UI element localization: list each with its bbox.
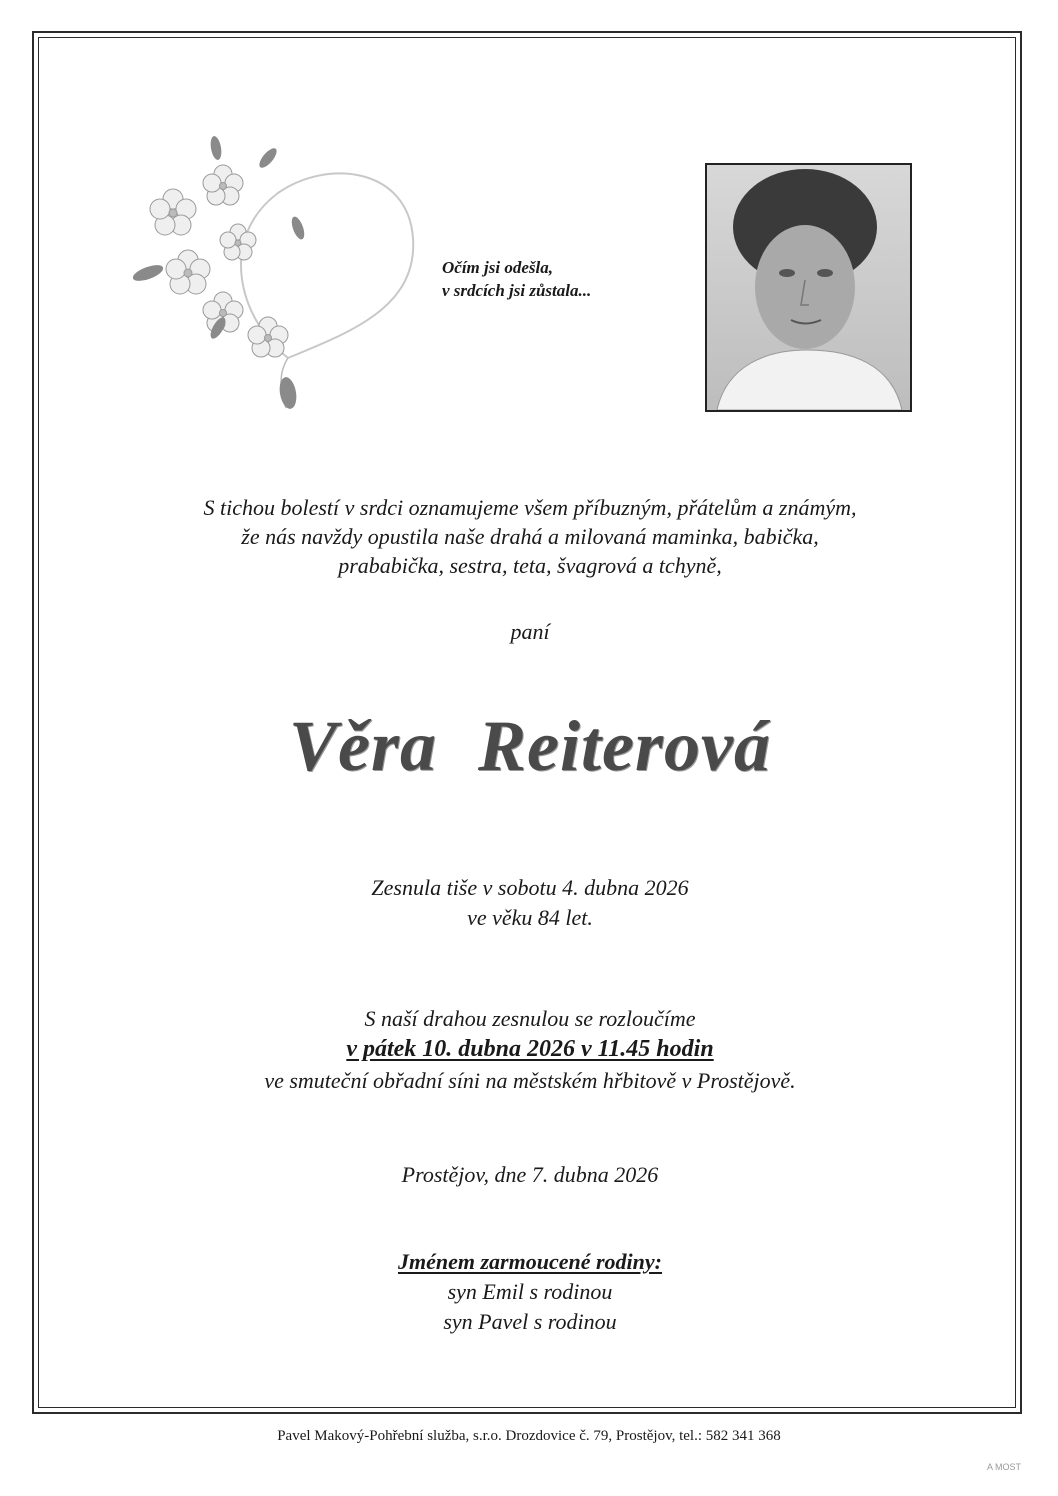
place-date: Prostějov, dne 7. dubna 2026 (401, 1162, 659, 1187)
ceremony-location: ve smuteční obřadní síni na městském hřbitově v Prostějově. (264, 1068, 796, 1093)
ceremony-datetime: v pátek 10. dubna 2026 v 11.45 hodin (346, 1036, 714, 1062)
death-notice (60, 873, 1000, 933)
family-signature (60, 1247, 1000, 1337)
ceremony-line-1: S naší drahou zesnulou se rozloučíme (364, 1006, 696, 1031)
death-line-2: ve věku 84 let. (467, 905, 593, 930)
announcement-line-2: že nás navždy opustila naše drahá a milovaná maminka, babička, (241, 524, 819, 549)
announcement-text (60, 493, 1000, 580)
floral-heart-icon (128, 118, 428, 428)
family-member: syn Emil s rodinou (447, 1279, 613, 1304)
quote-line-1: Očím jsi odešla, (442, 258, 553, 277)
quote-line-2: v srdcích jsi zůstala... (442, 281, 592, 300)
ceremony-info (60, 1003, 1000, 1096)
family-heading: Jménem zarmoucené rodiny: (398, 1249, 662, 1274)
death-line-1: Zesnula tiše v sobotu 4. dubna 2026 (371, 875, 689, 900)
honorific: paní (510, 619, 550, 644)
funeral-service-footer: Pavel Makový-Pohřební služba, s.r.o. Drozdovice č. 79, Prostějov, tel.: 582 341 368 (277, 1428, 781, 1444)
portrait-photo (705, 163, 912, 412)
announcement-line-3: prababička, sestra, teta, švagrová a tchyně, (338, 553, 722, 578)
family-member: syn Pavel s rodinou (443, 1309, 617, 1334)
memorial-quote (442, 256, 682, 302)
announcement-line-1: S tichou bolestí v srdci oznamujeme všem příbuzným, přátelům a známým, (203, 495, 857, 520)
deceased-name: Věra Reiterová (289, 706, 771, 786)
watermark-text: A MOST (987, 1462, 1022, 1472)
